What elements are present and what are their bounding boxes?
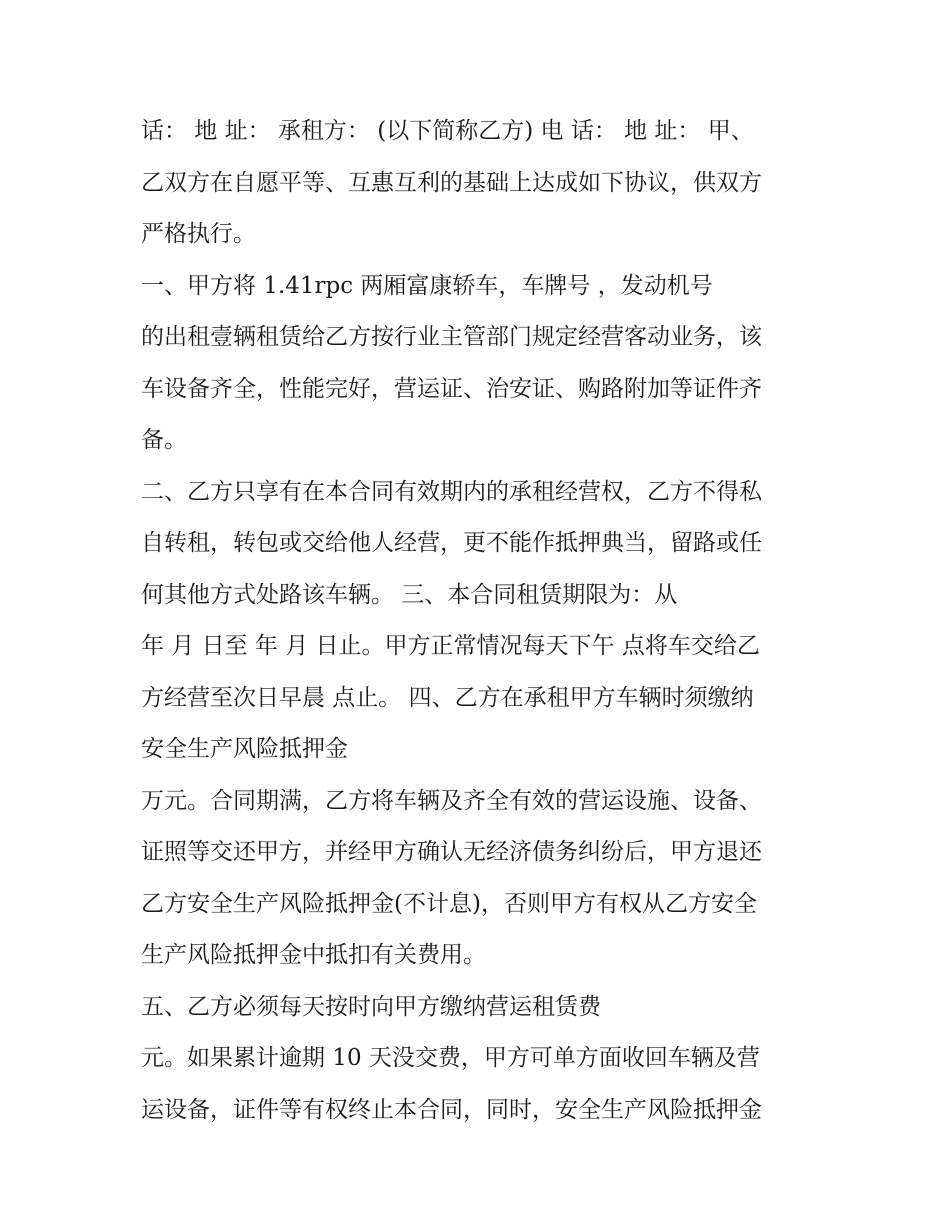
text-line: 年 月 日至 年 月 日止。甲方正常情况每天下午 点将车交给乙: [141, 633, 760, 659]
text-line: 何其他方式处路该车辆。 三、本合同租赁期限为：从: [141, 581, 678, 608]
text-line: 一、甲方将 1.41rpc 两厢富康轿车，车牌号 ，发动机号: [141, 272, 713, 299]
text-line: 乙双方在自愿平等、互惠互利的基础上达成如下协议，供双方: [141, 169, 762, 196]
text-line: 元。如果累计逾期 10 天没交费，甲方可单方面收回车辆及营: [141, 1045, 760, 1071]
text-line: 严格执行。: [141, 221, 256, 247]
text-line: 的出租壹辆租赁给乙方按行业主管部门规定经营客动业务，该: [141, 324, 762, 350]
text-line: 备。: [141, 427, 187, 453]
text-line: 话： 地 址： 承租方： (以下简称乙方) 电 话： 地 址： 甲、: [141, 118, 754, 144]
text-line: 证照等交还甲方，并经甲方确认无经济债务纠纷后，甲方退还: [141, 839, 762, 865]
text-line: 万元。合同期满，乙方将车辆及齐全有效的营运设施、设备、: [141, 787, 762, 814]
text-line: 自转租，转包或交给他人经营，更不能作抵押典当，留路或任: [141, 530, 762, 556]
text-line: 运设备，证件等有权终止本合同，同时，安全生产风险抵押金: [141, 1096, 762, 1123]
contract-body-text: [141, 106, 821, 1136]
text-line: 五、乙方必须每天按时向甲方缴纳营运租赁费: [141, 993, 601, 1020]
text-line: 安全生产风险抵押金: [141, 736, 348, 762]
text-line: 乙方安全生产风险抵押金(不计息)，否则甲方有权从乙方安全: [141, 890, 757, 917]
text-line: 方经营至次日早晨 点止。 四、乙方在承租甲方车辆时须缴纳: [141, 684, 754, 711]
text-line: 生产风险抵押金中抵扣有关费用。: [141, 942, 486, 968]
text-line: 车设备齐全，性能完好，营运证、治安证、购路附加等证件齐: [141, 375, 762, 402]
text-line: 二、乙方只享有在本合同有效期内的承租经营权，乙方不得私: [141, 478, 762, 505]
